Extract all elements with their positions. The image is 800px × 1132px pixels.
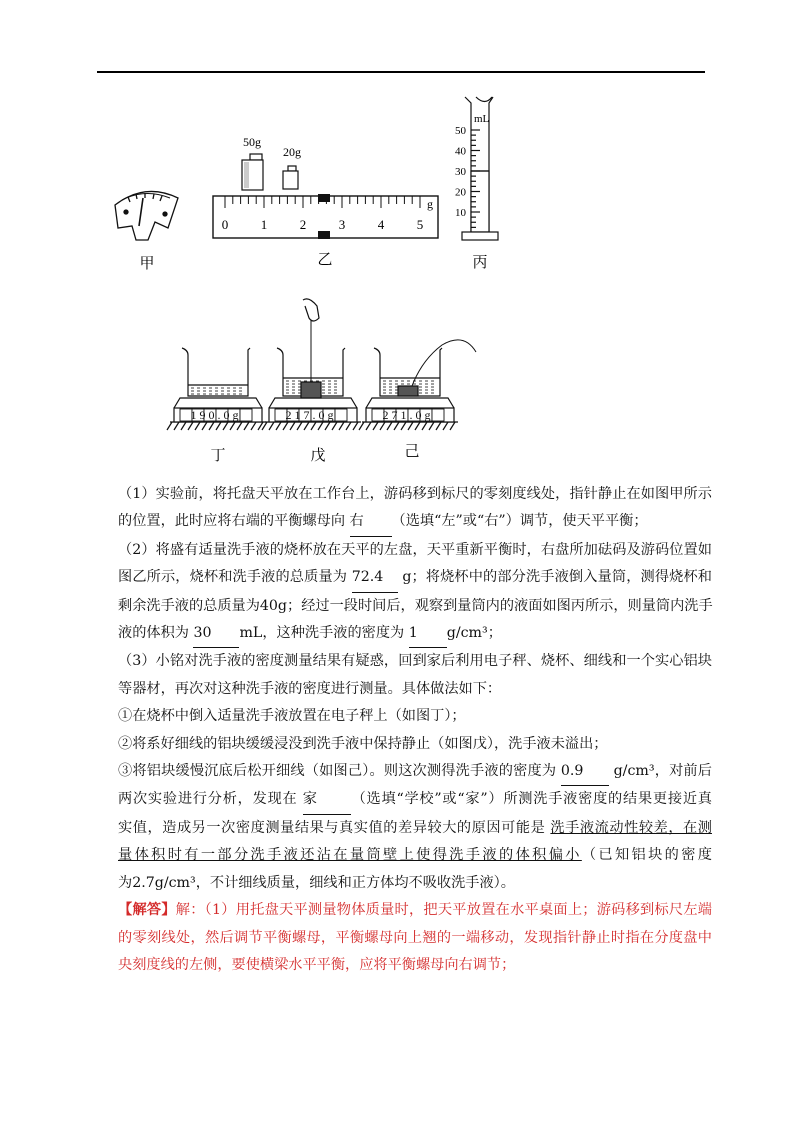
q3-line2: 等器材，再次对这种洗手液的密度进行测量。具体做法如下： bbox=[118, 680, 502, 697]
cylinder-unit: mL bbox=[474, 113, 490, 125]
solution-line3: 央刻度线的左侧，要使横梁水平平衡，应将平衡螺母向右调节； bbox=[118, 956, 516, 973]
ruler-tick-label: 0 bbox=[221, 217, 229, 232]
solution-line2: 的零刻线处，然后调节平衡螺母，平衡螺母向上翘的一端移动，发现指针静止时指在分度盘中 bbox=[118, 929, 712, 946]
cylinder-tick-label: 20 bbox=[455, 186, 466, 199]
experiment-figures bbox=[0, 0, 800, 470]
weight-50g bbox=[242, 154, 263, 190]
scale-ding-reading: 190.0g bbox=[190, 408, 242, 422]
ruler-tick-label: 5 bbox=[416, 217, 424, 232]
ruler-yi bbox=[213, 194, 438, 239]
answer-place: 家 bbox=[303, 786, 351, 814]
q3-line1: （3）小铭对洗手液的密度测量结果有疑惑，回到家后利用电子秤、烧杯、细线和一个实心铝块 bbox=[118, 653, 712, 670]
q2-line1: （2）将盛有适量洗手液的烧杯放在天平的左盘，天平重新平衡时，右盘所加砝码及游码位置如 bbox=[118, 541, 712, 558]
label-ding: 丁 bbox=[210, 448, 226, 464]
question-text bbox=[118, 481, 712, 979]
q3-line-reason: 实值，造成另一次密度测量结果与真实值的差异较大的原因可能是 洗手液流动性较差，在测 bbox=[118, 819, 712, 836]
answer-mass: 72.4 bbox=[352, 564, 398, 592]
cylinder-tick-label: 10 bbox=[455, 207, 466, 219]
cylinder-tick-label: 40 bbox=[455, 145, 466, 158]
label-wu: 戊 bbox=[310, 448, 326, 464]
answer-reason-2: 量体积时有一部分洗手液还沾在量筒壁上使得洗手液的体积偏小 bbox=[118, 847, 582, 864]
q3-line-analysis: 两次实验进行分析，发现在 家 （选填“学校”或“家”）所测洗手液密度的结果更接近真 bbox=[118, 786, 712, 814]
answer-direction: 右 bbox=[350, 508, 392, 536]
q2-line2: 图乙所示，烧杯和洗手液的总质量为 72.4 g；将烧杯中的部分洗手液倒入量筒，测得烧杯和 bbox=[118, 564, 712, 592]
scale-wu-reading: 217.0g bbox=[285, 408, 337, 422]
q2-line4: 液的体积为 30 mL，这种洗手液的密度为 1 g/cm³； bbox=[118, 620, 712, 648]
answer-density: 1 bbox=[409, 620, 447, 648]
ruler-tick-label: 1 bbox=[260, 217, 268, 232]
q3-step1: ①在烧杯中倒入适量洗手液放置在电子秤上（如图丁）； bbox=[118, 708, 466, 725]
answer-volume: 30 bbox=[193, 620, 239, 648]
ruler-tick-label: 2 bbox=[299, 217, 307, 232]
ruler-tick-label: 3 bbox=[338, 217, 346, 232]
q1-line2: 的位置，此时应将右端的平衡螺母向 右 （选填“左”或“右”）调节，使天平平衡； bbox=[118, 508, 712, 536]
label-bing: 丙 bbox=[472, 255, 488, 271]
weight-50g-label: 50g bbox=[243, 135, 261, 149]
q3-step2: ②将系好细线的铝块缓缓浸没到洗手液中保持静止（如图戊），洗手液未溢出； bbox=[118, 735, 608, 752]
label-jia: 甲 bbox=[139, 256, 155, 272]
label-ji: 己 bbox=[404, 444, 420, 460]
q3-line-reason2: 量体积时有一部分洗手液还沾在量筒壁上使得洗手液的体积偏小（已知铝块的密度 bbox=[118, 847, 712, 864]
q3-line-last: 为2.7g/cm³，不计细线质量，细线和正方体均不吸收洗手液）。 bbox=[118, 874, 515, 891]
answer-density-2: 0.9 bbox=[561, 758, 609, 786]
ruler-tick-label: 4 bbox=[377, 217, 385, 232]
ruler-unit: g bbox=[427, 197, 433, 211]
q2-line3: 剩余洗手液的总质量为40g；经过一段时间后，观察到量筒内的液面如图丙所示，则量筒内洗手 bbox=[118, 597, 713, 614]
weight-20g bbox=[283, 166, 298, 189]
answer-reason-1: 洗手液流动性较差，在测 bbox=[550, 819, 712, 836]
solution-line1: 【解答】解：（1）用托盘天平测量物体质量时，把天平放置在水平桌面上；游码移到标尺左端 bbox=[118, 902, 712, 919]
q3-step3: ③将铝块缓慢沉底后松开细线（如图己）。则这次测得洗手液的密度为 0.9 g/cm³，对前后 bbox=[118, 758, 712, 786]
q1-line1: （1）实验前，将托盘天平放在工作台上，游码移到标尺的零刻度线处，指针静止在如图甲所示 bbox=[118, 486, 712, 502]
cylinder-tick-label: 50 bbox=[455, 125, 466, 137]
scale-ji-reading: 271.0g bbox=[382, 408, 434, 422]
balance-dial-jia bbox=[115, 191, 178, 240]
weight-20g-label: 20g bbox=[283, 145, 301, 159]
solution-tag: 【解答】 bbox=[118, 902, 176, 919]
cylinder-tick-label: 30 bbox=[455, 166, 466, 178]
label-yi: 乙 bbox=[317, 252, 333, 268]
